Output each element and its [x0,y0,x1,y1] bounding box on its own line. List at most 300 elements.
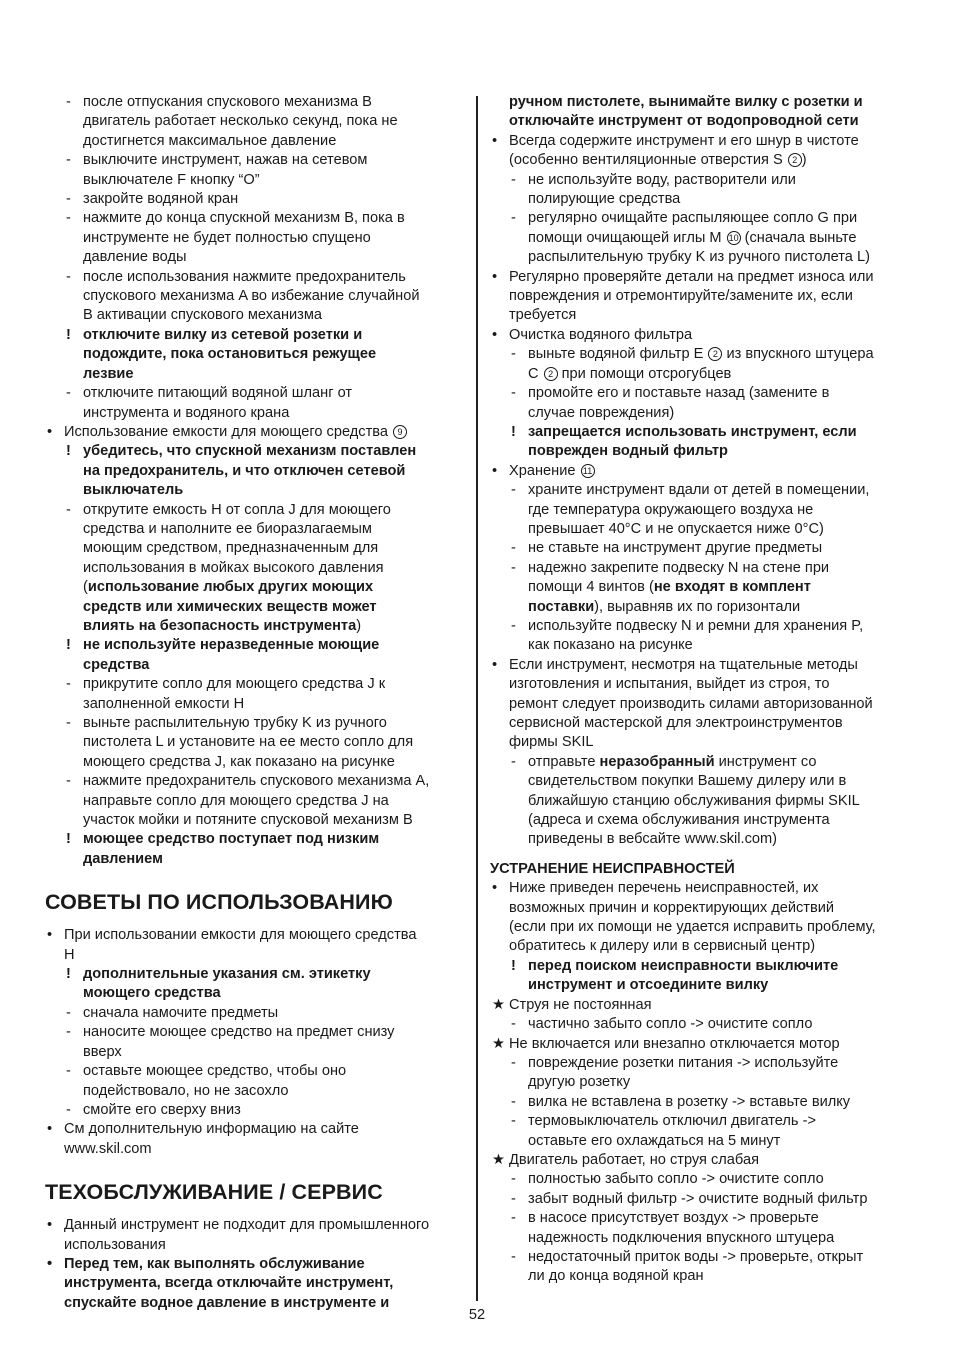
list-item [490,1209,915,1228]
list-item-continuation [490,1132,915,1151]
text-run: Если инструмент, несмотря на тщательные методы [509,656,858,673]
text-run: вилка не вставлена в розетку -> вставьте вилку [528,1093,851,1110]
list-item-continuation [45,306,465,325]
dash-marker: - [66,385,71,402]
text-run: См дополнительную информацию на сайте [64,1121,359,1138]
dash-marker: - [66,268,71,285]
text-run: выключите инструмент, нажав на сетевом [83,152,368,169]
list-item-continuation [45,132,465,151]
text-run: неразобранный [599,753,715,770]
list-item [45,209,465,228]
dash-marker: - [511,1210,516,1227]
text-run: средства [83,656,150,673]
text-run: отключайте инструмент от водопроводной сети [509,113,859,130]
text-run: после отпускания спускового механизма B [83,94,372,110]
list-item-continuation [490,937,915,956]
list-item-continuation [45,733,465,752]
bullet-marker: • [47,1255,53,1272]
list-item-continuation [490,306,915,325]
dash-marker: - [511,753,516,770]
text-run: моющее средство поступает под низким [83,831,380,848]
text-run: требуется [509,307,577,324]
text-run: обратитесь к дилеру или в сервисный центр) [509,938,816,955]
dash-marker: - [66,152,71,169]
list-item-continuation [45,753,465,772]
text-run: инструмент со [714,753,817,770]
page-number: 52 [468,1307,486,1323]
list-item [45,1255,465,1274]
list-item [45,1023,465,1042]
list-item [490,462,915,481]
warning-marker: ! [66,443,71,460]
list-item-continuation [45,984,465,1003]
text-run: Перед тем, как выполнять обслуживание [64,1255,365,1272]
text-run: оставьте его охлаждаться на 5 минут [528,1132,781,1149]
text-run: надежность подключения впускного штуцера [528,1229,835,1246]
list-item [490,879,915,898]
dash-marker: - [511,482,516,499]
text-run: повреждение розетки питания -> используйте [528,1054,839,1071]
text-run: давлением [83,850,163,867]
list-item-continuation [490,714,915,733]
dash-marker: - [66,191,71,208]
text-run: достигнется максимальное давление [83,132,337,149]
text-run: лезвие [83,365,134,382]
star-marker: ★ [492,1151,506,1168]
list-item-continuation [490,792,915,811]
text-run: моющего средства J, как показано на рисунке [83,753,395,770]
list-item [45,501,465,520]
text-run: ) [801,152,807,169]
text-run: давление воды [83,249,187,266]
list-item-continuation [45,1043,465,1062]
list-item-continuation [490,93,915,112]
list-item [490,326,915,345]
list-item-continuation [45,946,465,965]
bullet-marker: • [492,268,498,285]
text-run: участок мойки и потяните спусковой механизм B [83,812,413,829]
list-item [490,1248,915,1267]
section-heading: УСТРАНЕНИЕ НЕИСПРАВНОСТЕЙ [490,860,735,877]
list-item [45,965,465,984]
list-item-continuation [490,636,915,655]
list-item-continuation [490,1073,915,1092]
list-item [45,1004,465,1023]
dash-marker: - [511,559,516,576]
list-item [45,675,465,694]
text-run: другую розетку [528,1074,631,1091]
text-run: B активации спускового механизма [83,307,323,324]
list-item [45,1120,465,1139]
text-run: C [528,365,543,382]
text-run: запрещается использовать инструмент, если [528,423,857,440]
text-run: ремонт следует производить силами авторизованной [509,695,873,712]
text-run: отключите питающий водяной шланг от [83,385,353,402]
dash-marker: - [511,210,516,227]
text-run: направьте сопло для моющего средства J на [83,792,389,809]
text-run: надежно закрепите подвеску N на стене при [528,559,830,576]
figure-ref-number: 2 [544,367,558,381]
text-run: приведены в вебсайте www.skil.com) [528,831,778,848]
dash-marker: - [66,1101,71,1118]
text-run: ) [356,617,362,634]
list-item-continuation [490,695,915,714]
list-item-continuation [490,772,915,791]
text-run: нажмите предохранитель спускового механизма A, [83,773,430,790]
dash-marker: - [511,1054,516,1071]
text-run: выньте водяной фильтр E [528,346,708,363]
list-item-continuation [490,520,915,539]
list-item [490,1015,915,1034]
list-item [490,481,915,500]
text-run: дополнительные указания см. этикетку [83,966,371,983]
list-item-continuation [45,539,465,558]
text-run: (особенно вентиляционные отверстия S [509,152,787,169]
text-run: регулярно очищайте распыляющее сопло G при [528,210,858,227]
figure-ref-number: 10 [728,232,739,243]
text-run: Всегда содержите инструмент и его шнур в чистоте [509,132,859,149]
figure-ref-number: 9 [393,425,407,439]
list-item-continuation [45,695,465,714]
text-run: оставьте моющее средство, чтобы оно [83,1063,347,1080]
text-run: заполненной емкости H [83,695,245,712]
warning-marker: ! [511,423,516,440]
list-item-continuation [490,918,915,937]
list-item [490,1112,915,1131]
list-item-continuation [45,248,465,267]
text-run: спускайте водное давление в инструменте и [64,1294,390,1311]
list-item-continuation [490,733,915,752]
left-column [45,93,465,1313]
right-column [490,93,915,1287]
list-item [490,617,915,636]
text-run: при помощи отсрогубцев [557,365,732,382]
text-run: наносите моющее средство на предмет снизу [83,1024,395,1041]
list-item-continuation [490,1267,915,1286]
figure-ref-number: 11 [581,464,595,478]
text-run: недостаточный приток воды -> проверьте, открыт [528,1248,864,1265]
section-heading: ТЕХОБСЛУЖИВАНИЕ / СЕРВИС [45,1180,383,1205]
text-run: поврежден водный фильтр [528,443,728,460]
list-item-continuation [490,112,915,131]
text-run: прикрутите сопло для моющего средства J к [83,676,386,693]
list-item-continuation [45,811,465,830]
bullet-marker: • [47,1217,53,1234]
list-item [490,1151,915,1170]
bullet-marker: • [492,880,498,897]
list-item-continuation [45,617,465,636]
star-marker: ★ [492,1035,506,1052]
text-run: Струя не постоянная [509,996,652,1013]
dash-marker: - [511,385,516,402]
list-item-continuation [45,1082,465,1101]
warning-marker: ! [66,966,71,983]
text-run: отправьте [528,753,600,770]
list-item [45,326,465,345]
text-run: случае повреждения) [528,404,675,421]
list-item-continuation [45,112,465,131]
text-run: смойте его сверху вниз [83,1101,241,1118]
list-item-continuation [490,675,915,694]
text-run: забыт водный фильтр -> очистите водный фильтр [528,1190,868,1207]
text-run: подождите, пока остановиться режущее [83,346,377,363]
list-item-continuation [45,1140,465,1159]
text-run: Очистка водяного фильтра [509,326,693,343]
text-run: использования в мойках высокого давления [83,559,384,576]
text-run: Хранение [509,462,580,479]
text-run: открутите емкость H от сопла J для моющего [83,501,391,518]
text-run: нажмите до конца спускной механизм B, пока в [83,210,405,227]
list-item-continuation [490,598,915,617]
list-item [45,268,465,287]
bullet-marker: • [47,927,53,944]
text-run: в насосе присутствует воздух -> проверьте [528,1210,819,1227]
text-run: помощи очищающей иглы M [528,229,726,246]
list-item [490,268,915,287]
dash-marker: - [66,94,71,110]
dash-marker: - [511,617,516,634]
bullet-marker: • [492,656,498,673]
text-run: использование любых других моющих [87,579,374,596]
list-item [490,996,915,1015]
text-run: вверх [83,1043,122,1060]
list-item [490,132,915,151]
dash-marker: - [66,210,71,227]
text-run: повреждения и отремонтируйте/замените их, если [509,288,853,305]
dash-marker: - [511,171,516,188]
text-run: моющего средства [83,985,221,1002]
list-item [45,442,465,461]
list-item-continuation [45,345,465,364]
text-run: инструменте не будет полностью спущено [83,229,371,246]
list-item [490,1190,915,1209]
text-run: превышает 40°C и не опускается ниже 0°C) [528,520,824,537]
list-item [45,384,465,403]
list-item-continuation [490,578,915,597]
text-run: используйте подвеску N и ремни для хранения P, [528,617,864,634]
text-run: подействовало, но не засохло [83,1082,289,1099]
list-item [490,384,915,403]
list-item [45,772,465,791]
list-item [490,1035,915,1054]
text-run: выключатель [83,482,184,499]
text-run: пистолета L и установите на ее место сопло для [83,734,414,751]
text-run: возможных причин и корректирующих действий [509,899,835,916]
text-run: перед поиском неисправности выключите [528,957,839,974]
bullet-marker: • [492,326,498,343]
list-item [490,656,915,675]
list-item-continuation [490,229,915,248]
text-run: (адреса и схема обслуживания инструмента [528,812,830,829]
list-item-continuation [490,811,915,830]
text-run: ( [83,579,88,596]
text-run: где температура окружающего воздуха не [528,501,814,518]
list-item-continuation [45,850,465,869]
dash-marker: - [66,715,71,731]
list-item-continuation [45,287,465,306]
text-run: распылительную трубку K из ручного пистолета L) [528,249,870,266]
dash-marker: - [511,1171,516,1188]
text-run: полирующие средства [528,191,681,208]
list-item-continuation [45,656,465,675]
dash-marker: - [511,1016,516,1033]
list-item-continuation [45,404,465,423]
dash-marker: - [66,501,71,518]
text-run: храните инструмент вдали от детей в помещении, [528,482,870,499]
list-item-continuation [490,248,915,267]
text-run: как показано на рисунке [528,637,693,654]
bullet-marker: • [492,462,498,479]
text-run: спускового механизма A во избежание случайной [83,288,420,305]
text-run: Использование емкости для моющего средства [64,423,393,440]
list-item [490,753,915,772]
text-run: выключателе F кнопку “O” [83,171,260,188]
list-item [490,345,915,364]
dash-marker: - [511,1093,516,1110]
text-run: средств или химических веществ может [83,598,377,615]
dash-marker: - [66,676,71,693]
text-run: полностью забыто сопло -> очистите сопло [528,1171,824,1188]
list-item [490,171,915,190]
text-run: моющим средством, предназначенным для [83,540,379,557]
text-run: Данный инструмент не подходит для промышленного [64,1217,430,1234]
figure-ref-number: 2 [708,347,722,361]
list-item [490,423,915,442]
text-run: убедитесь, что спускной механизм поставлен [83,443,417,460]
text-run: Не включается или внезапно отключается мотор [509,1035,840,1052]
list-item-continuation [490,404,915,423]
text-run: двигатель работает несколько секунд, пока не [83,113,398,130]
list-item-continuation [45,559,465,578]
list-item-continuation [45,578,465,597]
list-item [45,1216,465,1235]
text-run: отключите вилку из сетевой розетки и [83,326,363,343]
text-run: инструмента и водяного крана [83,404,290,421]
text-run: выньте распылительную трубку K из ручного [83,715,387,731]
list-item-continuation [45,1236,465,1255]
text-run: свидетельством покупки Вашему дилеру или в [528,773,847,790]
list-item [45,190,465,209]
text-run: (сначала выньте [740,229,857,246]
text-run: помощи 4 винтов ( [528,579,654,596]
text-run: изготовления и испытания, выйдет из строя, то [509,676,830,693]
list-item [490,1093,915,1112]
text-run: Ниже приведен перечень неисправностей, их [509,880,819,897]
list-item [45,830,465,849]
text-run: использования [64,1236,166,1253]
text-run: термовыключатель отключил двигатель -> [528,1113,816,1130]
text-run: Регулярно проверяйте детали на предмет износа или [509,268,874,285]
text-run: При использовании емкости для моющего средства [64,927,417,944]
text-run: не используйте неразведенные моющие [83,637,380,654]
text-run: фирмы SKIL [509,734,594,751]
list-item [490,209,915,228]
text-run: Двигатель работает, но струя слабая [509,1151,759,1168]
list-item-continuation [490,1229,915,1248]
text-run: не используйте воду, растворители или [528,171,796,188]
text-run: www.skil.com [64,1140,152,1157]
bullet-marker: • [47,1121,53,1138]
list-item-continuation [490,151,915,170]
dash-marker: - [66,1063,71,1080]
text-run: поставки [528,598,595,615]
list-item-continuation [45,365,465,384]
list-item-continuation [45,792,465,811]
list-item [45,1101,465,1120]
text-run: H [64,946,75,963]
bullet-marker: • [492,132,498,149]
list-item-continuation [45,598,465,617]
list-item-continuation [490,830,915,849]
text-run: влиять на безопасность инструмента [83,617,357,634]
list-item-continuation [490,442,915,461]
list-item-continuation [490,899,915,918]
list-item-continuation [490,287,915,306]
text-run: инструмента, всегда отключайте инструмент, [64,1275,394,1292]
list-item [45,1062,465,1081]
list-item [45,151,465,170]
warning-marker: ! [66,326,71,343]
text-run: закройте водяной кран [83,191,239,208]
list-item [490,559,915,578]
list-item [45,423,465,442]
list-item [490,1170,915,1189]
list-item [490,1054,915,1073]
text-run: не ставьте на инструмент другие предметы [528,540,823,557]
text-run: промойте его и поставьте назад (замените в [528,385,830,402]
text-run: ручном пистолете, вынимайте вилку с розетки и [509,94,863,110]
text-run: ), выравняв их по горизонтали [594,598,801,615]
dash-marker: - [66,1024,71,1041]
star-marker: ★ [492,996,506,1013]
list-item-continuation [490,365,915,384]
text-run: сначала намочите предметы [83,1004,279,1021]
list-item-continuation [490,976,915,995]
list-item [45,714,465,733]
list-item-continuation [45,229,465,248]
text-run: сервисной мастерской для электроинструментов [509,715,843,731]
figure-ref-number: 2 [788,153,802,167]
dash-marker: - [511,1248,516,1265]
text-run: после использования нажмите предохранитель [83,268,406,285]
text-run: частично забыто сопло -> очистите сопло [528,1016,813,1033]
text-run: из впускного штуцера [722,346,874,363]
dash-marker: - [511,346,516,363]
dash-marker: - [511,1113,516,1130]
warning-marker: ! [511,957,516,974]
list-item [490,957,915,976]
warning-marker: ! [66,637,71,654]
text-run: не входят в комплент [653,579,811,596]
list-item [45,636,465,655]
dash-marker: - [511,540,516,557]
list-item-continuation [490,190,915,209]
list-item-continuation [45,481,465,500]
dash-marker: - [511,1190,516,1207]
text-run: (если при их помощи не удается исправить проблему, [509,919,876,936]
column-divider [476,96,478,1301]
list-item-continuation [45,1274,465,1293]
text-run: ли до конца водяной кран [528,1268,704,1285]
dash-marker: - [66,773,71,790]
list-item [490,539,915,558]
warning-marker: ! [66,831,71,848]
section-heading: СОВЕТЫ ПО ИСПОЛЬЗОВАНИЮ [45,890,393,915]
list-item-continuation [45,462,465,481]
list-item-continuation [45,171,465,190]
dash-marker: - [66,1004,71,1021]
list-item [45,926,465,945]
